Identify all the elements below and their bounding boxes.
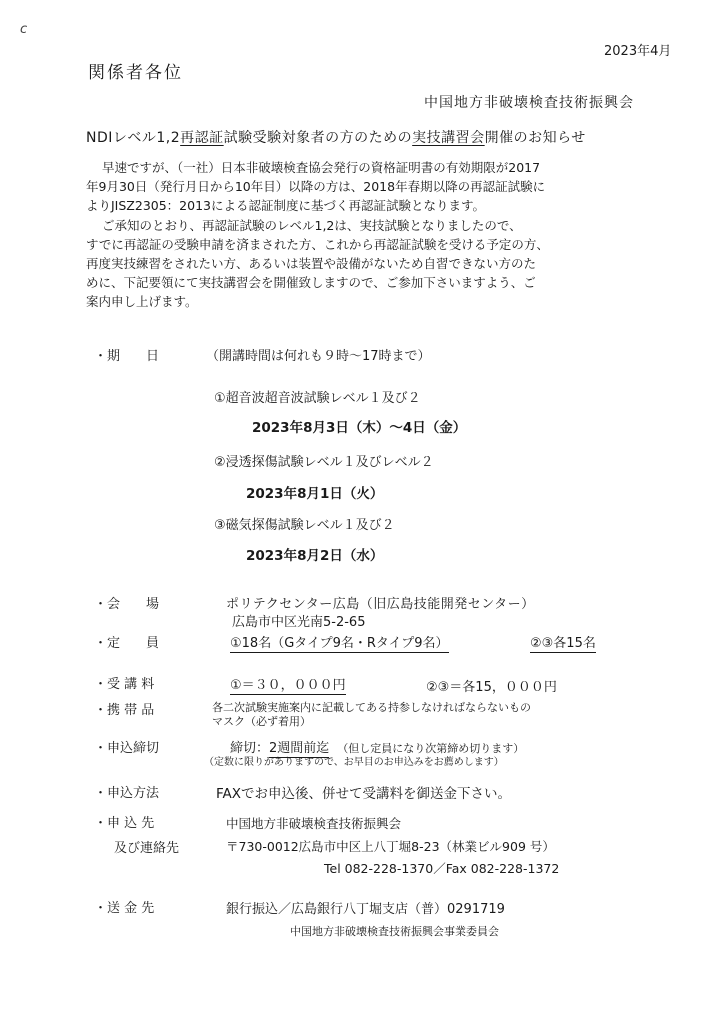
contact-phone-fax: Tel 082-228-1370／Fax 082-228-1372 bbox=[324, 861, 560, 876]
course-date: 2023年8月3日（木）～4日（金） bbox=[252, 420, 467, 436]
capacity-value-1: ①18名（Gタイプ9名・Rタイプ9名） bbox=[230, 632, 449, 653]
venue-name: ポリテクセンター広島（旧広島技能開発センター） bbox=[226, 597, 535, 612]
contact-label: ・申 込 先 bbox=[94, 816, 155, 831]
capacity-value-2: ②③各15名 bbox=[530, 632, 596, 653]
schedule-note: （開講時間は何れも９時～17時まで） bbox=[206, 349, 431, 364]
intro-line: めに、下記要領にて実技講習会を開催致しますので、ご参加下さいますよう、ご bbox=[86, 275, 536, 290]
title-prefix: NDIレベル1,2 bbox=[86, 130, 181, 146]
course-name: ③磁気探傷試験レベル１及び２ bbox=[214, 518, 395, 533]
capacity-label: ・定 員 bbox=[94, 636, 160, 651]
deadline-note: （定数に限りがありますので、お早目のお申込みをお薦めします） bbox=[204, 757, 504, 768]
intro-line: 案内申し上げます。 bbox=[86, 294, 198, 309]
title-underlined-recert: 再認証 bbox=[180, 130, 224, 146]
intro-line: 早速ですが、（一社）日本非破壊検査協会発行の資格証明書の有効期限が2017 bbox=[102, 160, 541, 175]
venue-address: 広島市中区光南5-2-65 bbox=[232, 615, 366, 630]
items-line-2: マスク（必ず着用） bbox=[212, 715, 311, 728]
deadline-prefix: 締切： bbox=[230, 741, 270, 756]
page-title bbox=[86, 127, 586, 147]
remit-bank: 銀行振込／広島銀行八丁堀支店（普）0291719 bbox=[226, 902, 505, 917]
title-mid: 試験受験対象者の方のための bbox=[223, 130, 413, 146]
intro-paragraph-1 bbox=[86, 158, 545, 215]
contact-org: 中国地方非破壊検査技術振興会 bbox=[226, 816, 402, 831]
venue-label: ・会 場 bbox=[94, 597, 160, 612]
intro-line: すでに再認証の受験申請を済まされた方、これから再認証試験を受ける予定の方、 bbox=[86, 237, 549, 252]
deadline-label: ・申込締切 bbox=[94, 741, 160, 756]
items-line-1: 各二次試験実施案内に記載してある持参しなければならないもの bbox=[212, 701, 531, 714]
fee-label: ・受 講 料 bbox=[94, 677, 155, 692]
intro-paragraph-2 bbox=[86, 216, 549, 311]
fee-value-1: ①＝３０，０００円 bbox=[230, 674, 346, 695]
title-underlined-practical: 実技講習会 bbox=[412, 130, 485, 146]
course-date: 2023年8月2日（水） bbox=[246, 548, 384, 564]
deadline-value: 2週間前迄 bbox=[269, 741, 330, 756]
contact-label-2: 及び連絡先 bbox=[114, 841, 180, 856]
intro-line: よりJISZ2305：2013による認証制度に基づく再認証試験となります。 bbox=[86, 198, 485, 213]
sender-org: 中国地方非破壊検査技術振興会 bbox=[424, 95, 634, 111]
items-label: ・携 帯 品 bbox=[94, 703, 155, 718]
remit-label: ・送 金 先 bbox=[94, 901, 155, 916]
contact-address: 〒730-0012広島市中区上八丁堀8-23（林業ビル909 号） bbox=[226, 839, 555, 854]
intro-line: 再度実技練習をされたい方、あるいは装置や設備がないため自習できない方のた bbox=[86, 256, 537, 271]
method-label: ・申込方法 bbox=[94, 786, 160, 801]
intro-line: 年9月30日（発行月日から10年目）以降の方は、2018年春期以降の再認証試験に bbox=[86, 179, 546, 194]
course-name: ②浸透探傷試験レベル１及びレベル２ bbox=[214, 455, 434, 470]
addressee: 関係者各位 bbox=[88, 63, 183, 83]
schedule-label: ・期 日 bbox=[94, 349, 160, 364]
document-date: 2023年4月 bbox=[604, 44, 672, 59]
course-name: ①超音波超音波試験レベル１及び２ bbox=[214, 391, 421, 406]
fee-value-2: ②③＝各15，０００円 bbox=[426, 680, 557, 695]
intro-line: ご承知のとおり、再認証試験のレベル1,2は、実技試験となりましたので、 bbox=[102, 218, 522, 233]
method-value: FAXでお申込後、併せて受講料を御送金下さい。 bbox=[216, 786, 512, 802]
corner-mark: c bbox=[20, 22, 28, 37]
title-suffix: 開催のお知らせ bbox=[484, 130, 586, 146]
course-date: 2023年8月1日（火） bbox=[246, 486, 384, 502]
deadline-suffix: （但し定員になり次第締め切ります） bbox=[337, 742, 525, 755]
remit-holder: 中国地方非破壊検査技術振興会事業委員会 bbox=[290, 925, 499, 938]
